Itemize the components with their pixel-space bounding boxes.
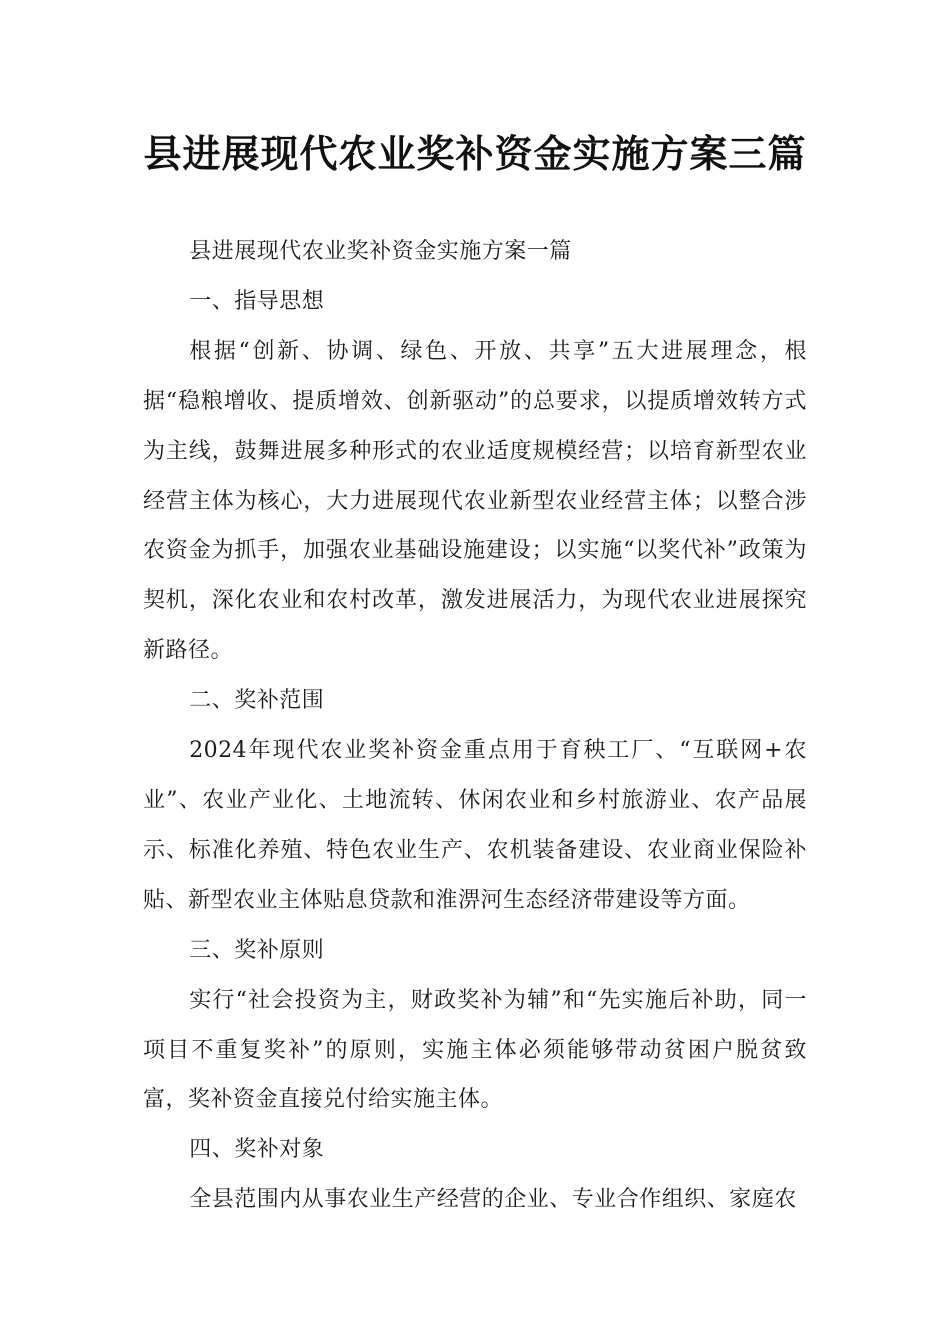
section-body-subsidy-scope: 2024年现代农业奖补资金重点用于育秧工厂、“互联网+农业”、农业产业化、土地流转、休闲农业和乡村旅游业、农产品展示、标准化养殖、特色农业生产、农机装备建设、农业商业保险补贴、新型农业主体贴息贷款和淮淠河生态经济带建设等方面。 — [143, 738, 807, 913]
section-heading-guiding-ideology: 一、指导思想 — [189, 288, 325, 314]
section-body-subsidy-principles: 实行“社会投资为主，财政奖补为辅”和“先实施后补助，同一项目不重复奖补”的原则，实施主体必须能够带动贫困户脱贫致富，奖补资金直接兑付给实施主体。 — [143, 987, 807, 1113]
document-body — [143, 227, 807, 1225]
section-body-guiding-ideology: 根据“创新、协调、绿色、开放、共享”五大进展理念，根据“稳粮增收、提质增效、创新驱动”的总要求，以提质增效转方式为主线，鼓舞进展多种形式的农业适度规模经营；以培育新型农业经营主体为核心，大力进展现代农业新型农业经营主体；以整合涉农资金为抓手，加强农业基础设施建设；以实施“以奖代补”政策为契机，深化农业和农村改革，激发进展活力，为现代农业进展探究新路径。 — [143, 338, 807, 664]
section-body-subsidy-targets: 全县范围内从事农业生产经营的企业、专业合作组织、家庭农 — [189, 1187, 797, 1213]
section-heading-subsidy-principles: 三、奖补原则 — [189, 937, 325, 963]
document-subtitle: 县进展现代农业奖补资金实施方案一篇 — [189, 239, 572, 264]
document-title: 县进展现代农业奖补资金实施方案三篇 — [143, 132, 807, 176]
section-heading-subsidy-scope: 二、奖补范围 — [189, 688, 325, 714]
section-heading-subsidy-targets: 四、奖补对象 — [189, 1137, 325, 1163]
